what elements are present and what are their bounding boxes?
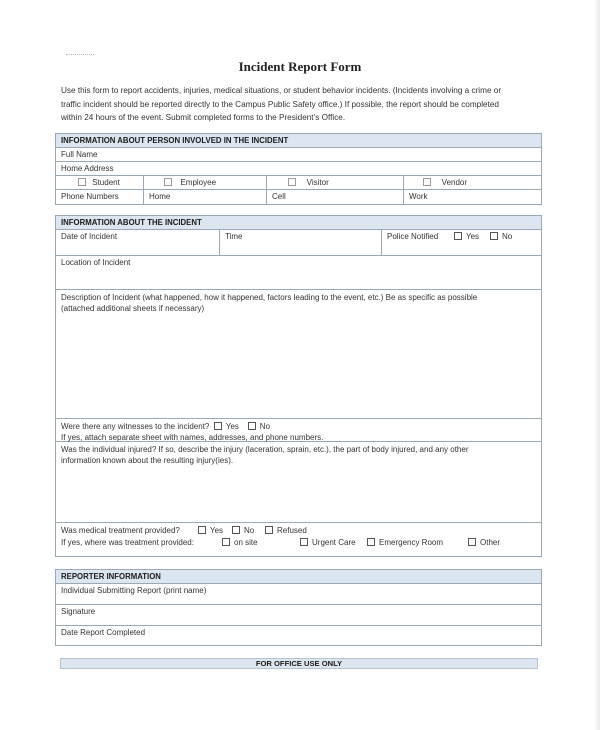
police-no-label: No — [502, 232, 513, 241]
full-name-row[interactable] — [56, 148, 541, 162]
role-employee-cell — [143, 176, 266, 189]
police-no-option[interactable] — [490, 232, 512, 241]
treatment-yes-label: Yes — [210, 526, 224, 535]
role-vendor-option[interactable] — [423, 178, 467, 187]
incident-section-heading: INFORMATION ABOUT THE INCIDENT — [56, 216, 541, 230]
where-urgent-care-label: Urgent Care — [312, 538, 356, 547]
where-emergency-room-label: Emergency Room — [379, 538, 444, 547]
location-label: Location of Incident — [61, 258, 131, 267]
phone-cell-label: Cell — [272, 192, 286, 201]
intro-line-2: traffic incident should be reported directly to the Campus Public Safety office.) If possible, the report should be completed — [61, 99, 499, 109]
role-vendor-label: Vendor — [441, 178, 468, 187]
role-row — [56, 176, 541, 190]
phone-work-label: Work — [409, 192, 428, 201]
treatment-row — [56, 523, 541, 558]
intro-line-1: Use this form to report accidents, injuries, medical situations, or student behavior incidents. (Incidents involving a crime or — [61, 86, 502, 95]
checkbox-icon[interactable] — [490, 232, 498, 240]
treatment-cell — [56, 523, 541, 558]
witnesses-no-label: No — [259, 422, 271, 431]
intro-line-3: within 24 hours of the event. Submit completed forms to the President’s Office. — [61, 113, 346, 123]
treatment-yes-option[interactable] — [198, 526, 223, 535]
date-label: Date of Incident — [61, 232, 118, 241]
person-section — [55, 133, 542, 205]
signature-row[interactable] — [56, 605, 541, 626]
treatment-where-question: If yes, where was treatment provided: — [61, 538, 194, 547]
checkbox-icon[interactable] — [300, 538, 308, 546]
page-edge-shadow — [594, 0, 600, 730]
treatment-question: Was medical treatment provided? — [61, 526, 180, 535]
home-address-label: Home Address — [61, 164, 114, 173]
phone-work-field[interactable] — [403, 190, 541, 204]
checkbox-icon[interactable] — [468, 538, 476, 546]
phone-home-label: Home — [149, 192, 171, 201]
witnesses-question: Were there any witnesses to the incident? — [61, 422, 210, 431]
witnesses-cell — [56, 419, 541, 441]
intro-paragraph — [61, 84, 543, 125]
treatment-refused-label: Refused — [277, 526, 307, 535]
date-time-row — [56, 230, 541, 256]
role-visitor-cell — [266, 176, 403, 189]
phone-home-field[interactable] — [143, 190, 266, 204]
phone-numbers-label: Phone Numbers — [61, 192, 119, 201]
location-row[interactable] — [56, 256, 541, 290]
checkbox-icon[interactable] — [265, 526, 273, 534]
checkbox-icon[interactable] — [367, 538, 375, 546]
home-address-row[interactable] — [56, 162, 541, 176]
where-urgent-care-option[interactable] — [300, 538, 356, 547]
time-field[interactable] — [219, 230, 381, 255]
checkbox-icon[interactable] — [454, 232, 462, 240]
police-notified-cell — [381, 230, 541, 255]
description-line-2: (attached additional sheets if necessary) — [61, 304, 205, 313]
checkbox-icon[interactable] — [423, 178, 431, 186]
phone-row — [56, 190, 541, 204]
date-field[interactable] — [56, 230, 219, 255]
role-visitor-option[interactable] — [288, 178, 329, 187]
header-dotted-mark — [66, 54, 94, 56]
role-vendor-cell — [403, 176, 541, 189]
checkbox-icon[interactable] — [288, 178, 296, 186]
role-student-cell — [56, 176, 143, 189]
treatment-no-label: No — [244, 526, 255, 535]
witnesses-no-option[interactable] — [248, 422, 270, 431]
role-student-label: Student — [92, 178, 120, 187]
person-section-heading: INFORMATION ABOUT PERSON INVOLVED IN THE INCIDENT — [56, 134, 541, 148]
checkbox-icon[interactable] — [78, 178, 86, 186]
form-title: Incident Report Form — [238, 59, 362, 74]
checkbox-icon[interactable] — [232, 526, 240, 534]
time-label: Time — [225, 232, 243, 241]
checkbox-icon[interactable] — [214, 422, 222, 430]
witnesses-row — [56, 419, 541, 442]
where-onsite-label: on site — [234, 538, 258, 547]
checkbox-icon[interactable] — [198, 526, 206, 534]
role-visitor-label: Visitor — [306, 178, 329, 187]
role-employee-option[interactable] — [164, 178, 216, 187]
police-yes-label: Yes — [466, 232, 480, 241]
description-row[interactable] — [56, 290, 541, 419]
police-yes-option[interactable] — [454, 232, 479, 241]
incident-section — [55, 215, 542, 557]
witnesses-yes-option[interactable] — [214, 422, 239, 431]
police-notified-label: Police Notified — [387, 232, 439, 241]
checkbox-icon[interactable] — [248, 422, 256, 430]
reporter-section-heading: REPORTER INFORMATION — [56, 570, 541, 584]
where-emergency-room-option[interactable] — [367, 538, 443, 547]
injury-line-2: information known about the resulting injury(ies). — [61, 456, 234, 465]
office-use-banner: FOR OFFICE USE ONLY — [60, 658, 538, 669]
report-date-label: Date Report Completed — [61, 628, 146, 637]
where-other-option[interactable] — [468, 538, 500, 547]
injury-cell — [56, 442, 541, 522]
reporter-section — [55, 569, 542, 646]
description-cell — [56, 290, 541, 418]
description-line-1: Description of Incident (what happened, how it happened, factors leading to the event, etc.) Be as specific as possible — [61, 293, 478, 302]
submitter-label: Individual Submitting Report (print name) — [61, 586, 207, 595]
treatment-refused-option[interactable] — [265, 526, 307, 535]
injury-line-1: Was the individual injured? If so, describe the injury (laceration, sprain, etc.), the part of body injured, and any other — [61, 445, 469, 454]
witnesses-note: If yes, attach separate sheet with names, addresses, and phone numbers. — [61, 433, 324, 442]
witnesses-question-line — [61, 421, 541, 432]
submitter-row[interactable] — [56, 584, 541, 605]
full-name-label: Full Name — [61, 150, 98, 159]
injury-row[interactable] — [56, 442, 541, 523]
signature-label: Signature — [61, 607, 96, 616]
phone-cell-field[interactable] — [266, 190, 403, 204]
checkbox-icon[interactable] — [164, 178, 172, 186]
where-onsite-option[interactable] — [222, 538, 258, 547]
role-student-option[interactable] — [78, 178, 120, 187]
witnesses-yes-label: Yes — [225, 422, 239, 431]
treatment-no-option[interactable] — [232, 526, 254, 535]
role-employee-label: Employee — [180, 178, 217, 187]
checkbox-icon[interactable] — [222, 538, 230, 546]
report-date-row[interactable] — [56, 626, 541, 646]
where-other-label: Other — [480, 538, 501, 547]
